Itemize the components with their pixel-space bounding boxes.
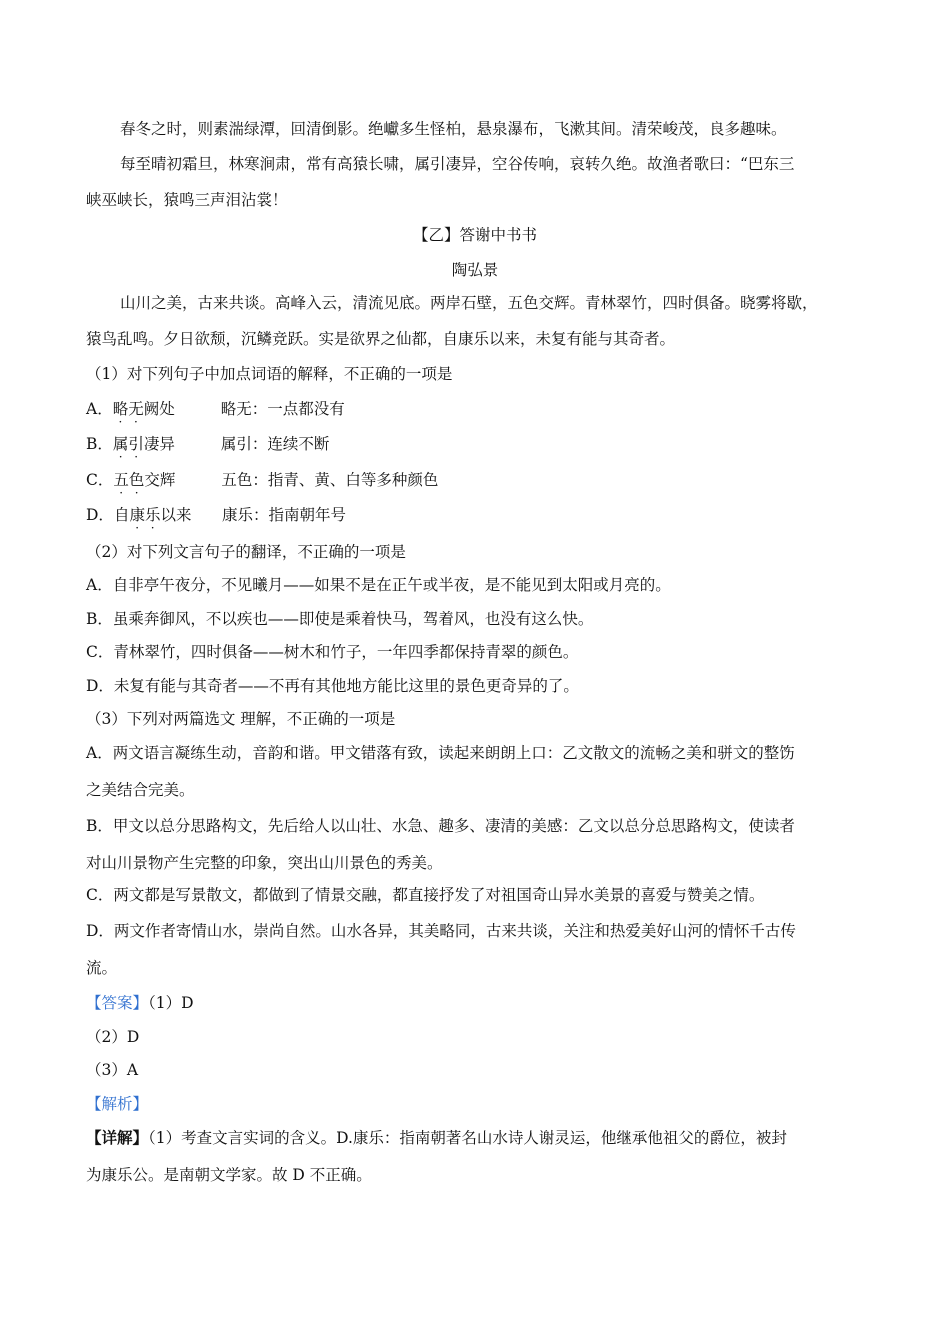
question-3-option-a-line-1: A．两文语言凝练生动，音韵和谐。甲文错落有致，读起来朗朗上口：乙文散文的流畅之美和骈文的整饬 [86, 744, 795, 762]
phrase-rest: 凄异 [143, 435, 175, 453]
question-3-option-d-line-2: 流。 [86, 959, 118, 977]
analysis-label: 【解析】 [86, 1095, 149, 1113]
dotted-char: 五 [113, 471, 129, 489]
question-1-option-d [86, 503, 866, 525]
dotted-char: 引 [128, 435, 144, 453]
answer-line [86, 991, 866, 1013]
question-2-option-b: B．虽乘奔御风，不以疾也——即使是乘着快马，驾着风，也没有这么快。 [86, 610, 594, 628]
option-letter: A． [86, 400, 113, 418]
option-explanation: 康乐：指南朝年号 [221, 506, 346, 524]
analysis-line-2: 为康乐公。是南朝文学家。故 D 不正确。 [86, 1166, 372, 1184]
answer-1: （1）D [148, 994, 194, 1012]
dotted-char: 无 [128, 400, 144, 418]
detail-label: 【详解】 [86, 1128, 149, 1147]
question-3-option-a-line-2: 之美结合完美。 [86, 781, 195, 799]
phrase-rest: 交辉 [144, 471, 176, 489]
yi-text-line-1: 山川之美，古来共谈。高峰入云，清流见底。两岸石壁，五色交辉。青林翠竹，四时俱备。晓雾将歇， [120, 294, 818, 312]
question-2-option-c: C．青林翠竹，四时俱备——树木和竹子，一年四季都保持青翠的颜色。 [86, 643, 579, 661]
option-explanation: 略无：一点都没有 [220, 400, 345, 418]
yi-title: 【乙】答谢中书书 [412, 226, 537, 244]
question-3-option-b-line-1: B．甲文以总分思路构文，先后给人以山壮、水急、趣多、凄清的美感：乙文以总分总思路构文，使读者 [86, 817, 795, 835]
dotted-char: 康 [129, 506, 145, 524]
question-1-stem: （1）对下列句子中加点词语的解释，不正确的一项是 [86, 365, 453, 383]
answer-3: （3）A [86, 1061, 139, 1079]
option-phrase [113, 432, 221, 454]
jia-text-line-1: 春冬之时，则素湍绿潭，回清倒影。绝巘多生怪柏，悬泉瀑布，飞漱其间。清荣峻茂，良多趣味。 [120, 120, 787, 138]
dotted-char: 乐 [144, 506, 161, 524]
phrase-rest: 以来 [160, 506, 192, 524]
dotted-char: 略 [112, 400, 129, 418]
question-1-option-c [86, 468, 866, 490]
dotted-char: 属 [112, 435, 129, 453]
question-3-option-c: C．两文都是写景散文，都做到了情景交融，都直接抒发了对祖国奇山异水美景的喜爱与赞美之情。 [86, 886, 765, 904]
question-2-stem: （2）对下列文言句子的翻译，不正确的一项是 [86, 543, 406, 561]
question-2-option-a: A．自非亭午夜分，不见曦月——如果不是在正午或半夜，是不能见到太阳或月亮的。 [86, 576, 671, 594]
question-1-option-b [86, 432, 866, 454]
option-letter: C． [86, 471, 114, 489]
detail-text: （1）考查文言实词的含义。D.康乐：指南朝著名山水诗人谢灵运，他继承他祖父的爵位，被封 [148, 1129, 787, 1147]
option-letter: D． [86, 506, 114, 524]
yi-text-line-2: 猿鸟乱鸣。夕日欲颓，沉鳞竞跃。实是欲界之仙都，自康乐以来，未复有能与其奇者。 [86, 330, 676, 348]
phrase-start: 自 [113, 506, 130, 524]
analysis-line-1 [86, 1126, 866, 1148]
question-3-stem: （3）下列对两篇选文 理解，不正确的一项是 [86, 710, 396, 728]
answer-2: （2）D [86, 1028, 140, 1046]
question-1-option-a [86, 397, 866, 419]
phrase-rest: 阙处 [143, 400, 175, 418]
option-phrase [113, 468, 221, 490]
option-explanation: 五色：指青、黄、白等多种颜色 [221, 471, 439, 489]
option-letter: B． [86, 435, 113, 453]
option-phrase [114, 503, 222, 525]
jia-text-line-3: 峡巫峡长，猿鸣三声泪沾裳！ [86, 191, 288, 209]
jia-text-line-2: 每至晴初霜旦，林寒涧肃，常有高猿长啸，属引凄异，空谷传响，哀转久绝。故渔者歌曰：“巴东三 [120, 155, 795, 173]
answer-label: 【答案】 [86, 994, 149, 1012]
question-3-option-d-line-1: D．两文作者寄情山水，崇尚自然。山水各异，其美略同，古来共谈，关注和热爱美好山河的情怀千古传 [86, 922, 796, 940]
question-3-option-b-line-2: 对山川景物产生完整的印象，突出山川景色的秀美。 [86, 854, 443, 872]
yi-author: 陶弘景 [451, 261, 499, 279]
option-phrase [113, 397, 221, 419]
dotted-char: 色 [128, 471, 145, 489]
option-explanation: 属引：连续不断 [220, 435, 330, 453]
question-2-option-d: D．未复有能与其奇者——不再有其他地方能比这里的景色更奇异的了。 [86, 677, 579, 695]
